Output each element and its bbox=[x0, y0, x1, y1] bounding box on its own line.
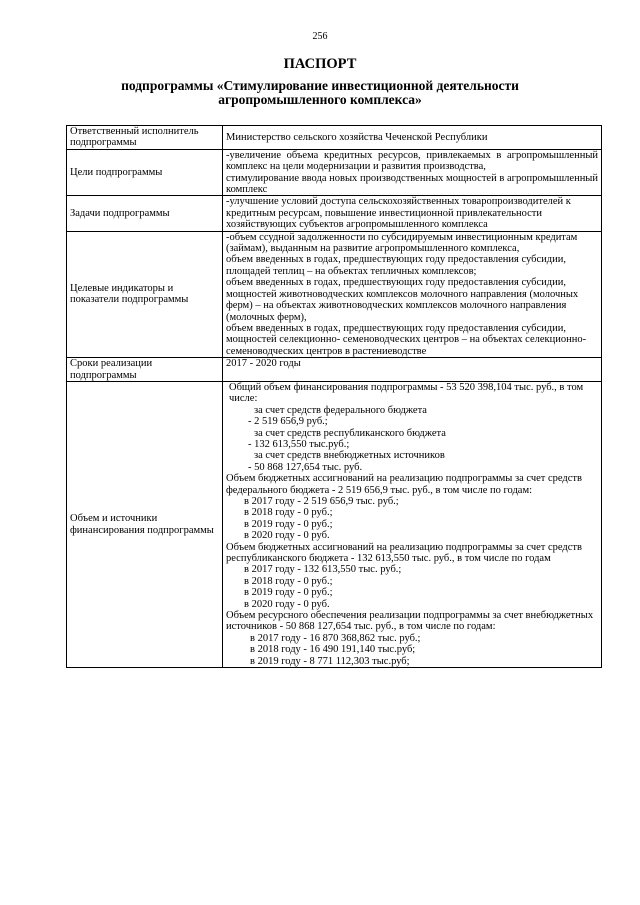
funding-offbudget-year: в 2018 году - 16 490 191,140 тыс.руб; bbox=[250, 644, 416, 656]
indicator-line: -объем ссудной задолженности по субсидируемым инвестиционным кредитам (займам), выданным на развитие агропромышленного комплекса, bbox=[226, 231, 578, 255]
row-indicators bbox=[67, 231, 602, 357]
funding-republic-intro: Объем бюджетных ассигнований на реализацию подпрограммы за счет средств республиканского бюджета - 132 613,550 тыс. руб., в том числе по годам bbox=[226, 541, 582, 565]
executor-label: Ответственный исполнитель подпрограммы bbox=[67, 126, 223, 150]
funding-offbudget-intro: Объем ресурсного обеспечения реализации подпрограммы за счет внебюджетных источников - 50 868 127,654 тыс. руб., в том числе по годам: bbox=[226, 610, 594, 633]
row-tasks bbox=[67, 196, 602, 231]
goals-value bbox=[223, 149, 602, 196]
tasks-label: Задачи подпрограммы bbox=[67, 196, 223, 231]
goals-line: -увеличение объема кредитных ресурсов, привлекаемых в агропромышленный комплекс на цели модернизации и развития производства, bbox=[226, 149, 598, 173]
page-number: 256 bbox=[312, 31, 328, 42]
indicator-line: объем введенных в годах, предшествующих году предоставления субсидии, площадей теплиц – на объектах тепличных комплексов; bbox=[226, 254, 566, 277]
funding-value bbox=[223, 381, 602, 667]
funding-federal-amount: - 2 519 656,9 руб.; bbox=[248, 416, 328, 428]
indicators-label: Целевые индикаторы и показатели подпрограммы bbox=[67, 231, 223, 357]
indicators-value bbox=[223, 231, 602, 357]
terms-value: 2017 - 2020 годы bbox=[223, 358, 602, 382]
funding-federal-year: в 2018 году - 0 руб.; bbox=[244, 507, 333, 519]
row-executor bbox=[67, 126, 602, 150]
subtitle-line-1: подпрограммы «Стимулирование инвестиционной деятельности bbox=[121, 78, 519, 93]
page-subtitle bbox=[0, 79, 640, 107]
funding-republic-year: в 2019 году - 0 руб.; bbox=[244, 587, 333, 599]
funding-republic-amount: - 132 613,550 тыс.руб.; bbox=[248, 438, 350, 450]
funding-republic-year: в 2017 году - 132 613,550 тыс. руб.; bbox=[244, 564, 402, 576]
funding-republic-source: за счет средств республиканского бюджета bbox=[254, 427, 446, 439]
goals-line: стимулирование ввода новых производственных мощностей в агропромышленный комплекс bbox=[226, 172, 598, 196]
funding-republic-year: в 2020 году - 0 руб. bbox=[244, 598, 330, 610]
passport-table bbox=[66, 125, 602, 668]
funding-offbudget-source: за счет средств внебюджетных источников bbox=[254, 450, 445, 462]
funding-republic-year: в 2018 году - 0 руб.; bbox=[244, 575, 333, 587]
tasks-value: -улучшение условий доступа сельскохозяйственных товаропроизводителей к кредитным ресурсам, повышение инвестиционной привлекательности хозяйствующих субъектов агропромышленного комплекса bbox=[223, 196, 602, 231]
funding-federal-intro: Объем бюджетных ассигнований на реализацию подпрограммы за счет средств федерального бюджета - 2 519 656,9 тыс. руб., в том числе по годам: bbox=[226, 473, 582, 496]
goals-label: Цели подпрограммы bbox=[67, 149, 223, 196]
indicator-line: объем введенных в годах, предшествующих году предоставления субсидии, мощностей селекционно- семеноводческих центров – на объектах селекционно- семеноводческих центров в растениеводстве bbox=[226, 322, 587, 357]
funding-federal-year: в 2019 году - 0 руб.; bbox=[244, 518, 333, 530]
funding-federal-year: в 2020 году - 0 руб. bbox=[244, 530, 330, 542]
row-goals bbox=[67, 149, 602, 196]
funding-total: Общий объем финансирования подпрограммы - 53 520 398,104 тыс. руб., в том числе: bbox=[229, 381, 584, 405]
executor-value: Министерство сельского хозяйства Чеченской Республики bbox=[223, 126, 602, 150]
page-title: ПАСПОРТ bbox=[283, 56, 357, 72]
funding-offbudget-amount: - 50 868 127,654 тыс. руб. bbox=[248, 461, 363, 473]
subtitle-line-2: агропромышленного комплекса» bbox=[218, 92, 422, 107]
terms-label: Сроки реализации подпрограммы bbox=[67, 358, 223, 382]
funding-federal-source: за счет средств федерального бюджета bbox=[254, 404, 427, 416]
row-terms bbox=[67, 358, 602, 382]
funding-label: Объем и источники финансирования подпрограммы bbox=[67, 381, 223, 667]
funding-offbudget-year: в 2019 году - 8 771 112,303 тыс.руб; bbox=[250, 655, 410, 667]
indicator-line: объем введенных в годах, предшествующих году предоставления субсидии, мощностей животноводческих комплексов молочного направления (молочных ферм) – на объектах животноводческих комплексов молочного направления (молочных ферм), bbox=[226, 277, 579, 323]
funding-offbudget-year: в 2017 году - 16 870 368,862 тыс. руб.; bbox=[250, 632, 421, 644]
funding-federal-year: в 2017 году - 2 519 656,9 тыс. руб.; bbox=[244, 496, 399, 507]
row-funding bbox=[67, 381, 602, 667]
